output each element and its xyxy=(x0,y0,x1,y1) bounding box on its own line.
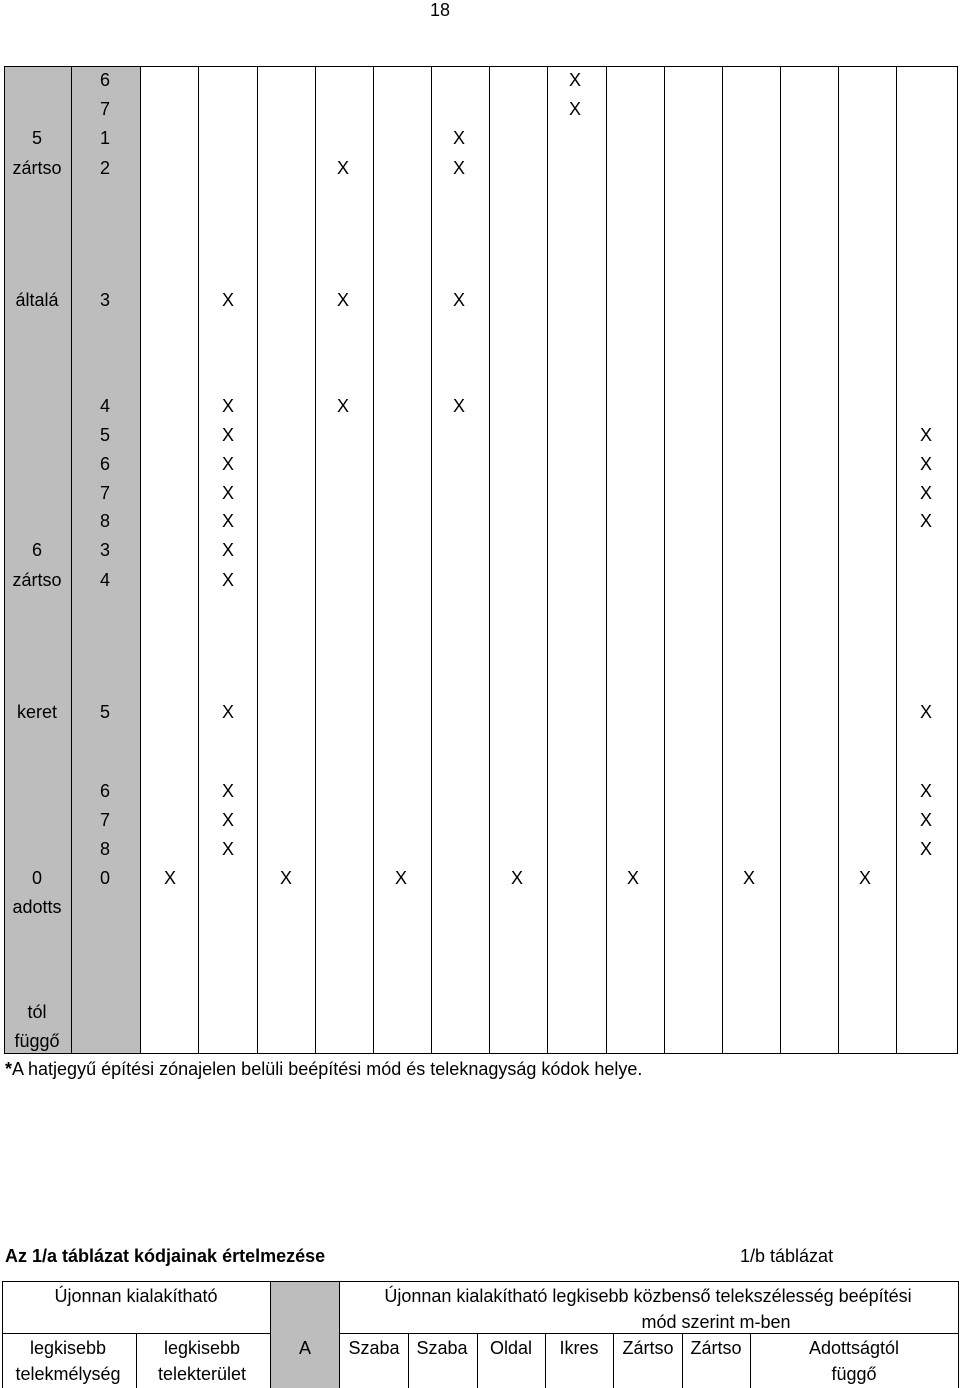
group2-header: Újonnan kialakítható legkisebb közbenső telekszélesség beépítési xyxy=(384,1286,912,1306)
sub-header-3: Oldal xyxy=(489,1338,533,1358)
grid-line xyxy=(315,66,316,1054)
row-mark: X xyxy=(163,868,177,888)
row-mark: X xyxy=(279,868,293,888)
row-mark: X xyxy=(919,454,933,474)
row-mark: X xyxy=(221,483,235,503)
row-label: általá xyxy=(15,290,59,310)
row-code: 2 xyxy=(99,158,111,178)
row-label: zártso xyxy=(12,570,62,590)
row-code: 6 xyxy=(99,454,111,474)
row-code: 8 xyxy=(99,839,111,859)
sub-header-6: Zártso xyxy=(690,1338,742,1358)
row-code: 5 xyxy=(99,425,111,445)
row-mark: X xyxy=(221,781,235,801)
group1-header: Újonnan kialakítható xyxy=(54,1286,218,1306)
row-code: 3 xyxy=(99,290,111,310)
last-header: Adottságtól xyxy=(808,1338,900,1358)
row-code: 6 xyxy=(99,70,111,90)
row-mark: X xyxy=(336,158,350,178)
grid-line xyxy=(722,66,723,1054)
group2-header-2: mód szerint m-ben xyxy=(641,1312,791,1332)
row-mark: X xyxy=(221,425,235,445)
row-code: 7 xyxy=(99,810,111,830)
row-mark: X xyxy=(626,868,640,888)
row-mark: X xyxy=(221,511,235,531)
row-mark: X xyxy=(221,810,235,830)
row-label: zártso xyxy=(12,158,62,178)
grid-line xyxy=(431,66,432,1054)
row-mark: X xyxy=(919,425,933,445)
footnote xyxy=(5,1059,642,1079)
grid-line xyxy=(257,66,258,1054)
row-mark: X xyxy=(510,868,524,888)
row-code: 5 xyxy=(99,702,111,722)
row-mark: X xyxy=(919,702,933,722)
row-code: 1 xyxy=(99,128,111,148)
row-label: adotts xyxy=(12,897,62,917)
grid-line xyxy=(373,66,374,1054)
sub-header-5: Zártso xyxy=(622,1338,674,1358)
min-depth-header-2: telekmélység xyxy=(15,1364,121,1384)
grid-line xyxy=(4,66,5,1054)
row-label: tól xyxy=(27,1002,47,1022)
row-code: 3 xyxy=(99,540,111,560)
row-mark: X xyxy=(452,128,466,148)
row-label: függő xyxy=(14,1031,60,1051)
row-mark: X xyxy=(221,396,235,416)
row-label: 0 xyxy=(31,868,43,888)
sub-header-4: Ikres xyxy=(559,1338,599,1358)
grid-line xyxy=(4,66,958,67)
row-code: 8 xyxy=(99,511,111,531)
row-mark: X xyxy=(742,868,756,888)
row-label: 6 xyxy=(31,540,43,560)
row-mark: X xyxy=(452,158,466,178)
row-mark: X xyxy=(336,290,350,310)
row-mark: X xyxy=(336,396,350,416)
grid-line xyxy=(71,66,72,1054)
row-code: 7 xyxy=(99,99,111,119)
row-mark: X xyxy=(221,570,235,590)
row-mark: X xyxy=(919,483,933,503)
grid-line xyxy=(4,1053,958,1054)
row-mark: X xyxy=(919,839,933,859)
row-mark: X xyxy=(919,810,933,830)
grid-line xyxy=(547,66,548,1054)
grid-line xyxy=(140,66,141,1054)
row-code: 4 xyxy=(99,396,111,416)
row-mark: X xyxy=(858,868,872,888)
grid-line xyxy=(198,66,199,1054)
row-mark: X xyxy=(919,511,933,531)
row-mark: X xyxy=(452,396,466,416)
row-mark: X xyxy=(221,290,235,310)
row-mark: X xyxy=(394,868,408,888)
row-code: 7 xyxy=(99,483,111,503)
row-label: 5 xyxy=(31,128,43,148)
footnote-star: * xyxy=(5,1059,13,1079)
grid-line xyxy=(838,66,839,1054)
row-mark: X xyxy=(568,99,582,119)
sub-header-2: Szaba xyxy=(416,1338,468,1358)
min-depth-header: legkisebb xyxy=(29,1338,107,1358)
page-number: 18 xyxy=(429,0,451,20)
row-mark: X xyxy=(919,781,933,801)
row-code: 4 xyxy=(99,570,111,590)
row-mark: X xyxy=(221,540,235,560)
row-mark: X xyxy=(221,454,235,474)
min-area-header: legkisebb xyxy=(163,1338,241,1358)
row-code: 6 xyxy=(99,781,111,801)
row-mark: X xyxy=(221,702,235,722)
row-mark: X xyxy=(568,70,582,90)
a-column-header: A xyxy=(298,1338,312,1358)
row-mark: X xyxy=(452,290,466,310)
grid-line xyxy=(957,66,958,1054)
min-area-header-2: telekterület xyxy=(157,1364,247,1384)
grid-line xyxy=(896,66,897,1054)
last-header-2: függő xyxy=(831,1364,877,1384)
sub-header-1: Szaba xyxy=(348,1338,400,1358)
row-code: 0 xyxy=(99,868,111,888)
legend-gray-column xyxy=(271,1282,339,1388)
section-title: Az 1/a táblázat kódjainak értelmezése xyxy=(5,1246,326,1266)
row-mark: X xyxy=(221,839,235,859)
row-label: keret xyxy=(16,702,58,722)
grid-line xyxy=(664,66,665,1054)
table-reference: 1/b táblázat xyxy=(740,1246,834,1266)
grid-line xyxy=(780,66,781,1054)
grid-line xyxy=(489,66,490,1054)
footnote-text: A hatjegyű építési zónajelen belüli beépítési mód és teleknagyság kódok helye. xyxy=(12,1059,643,1079)
grid-line xyxy=(606,66,607,1054)
